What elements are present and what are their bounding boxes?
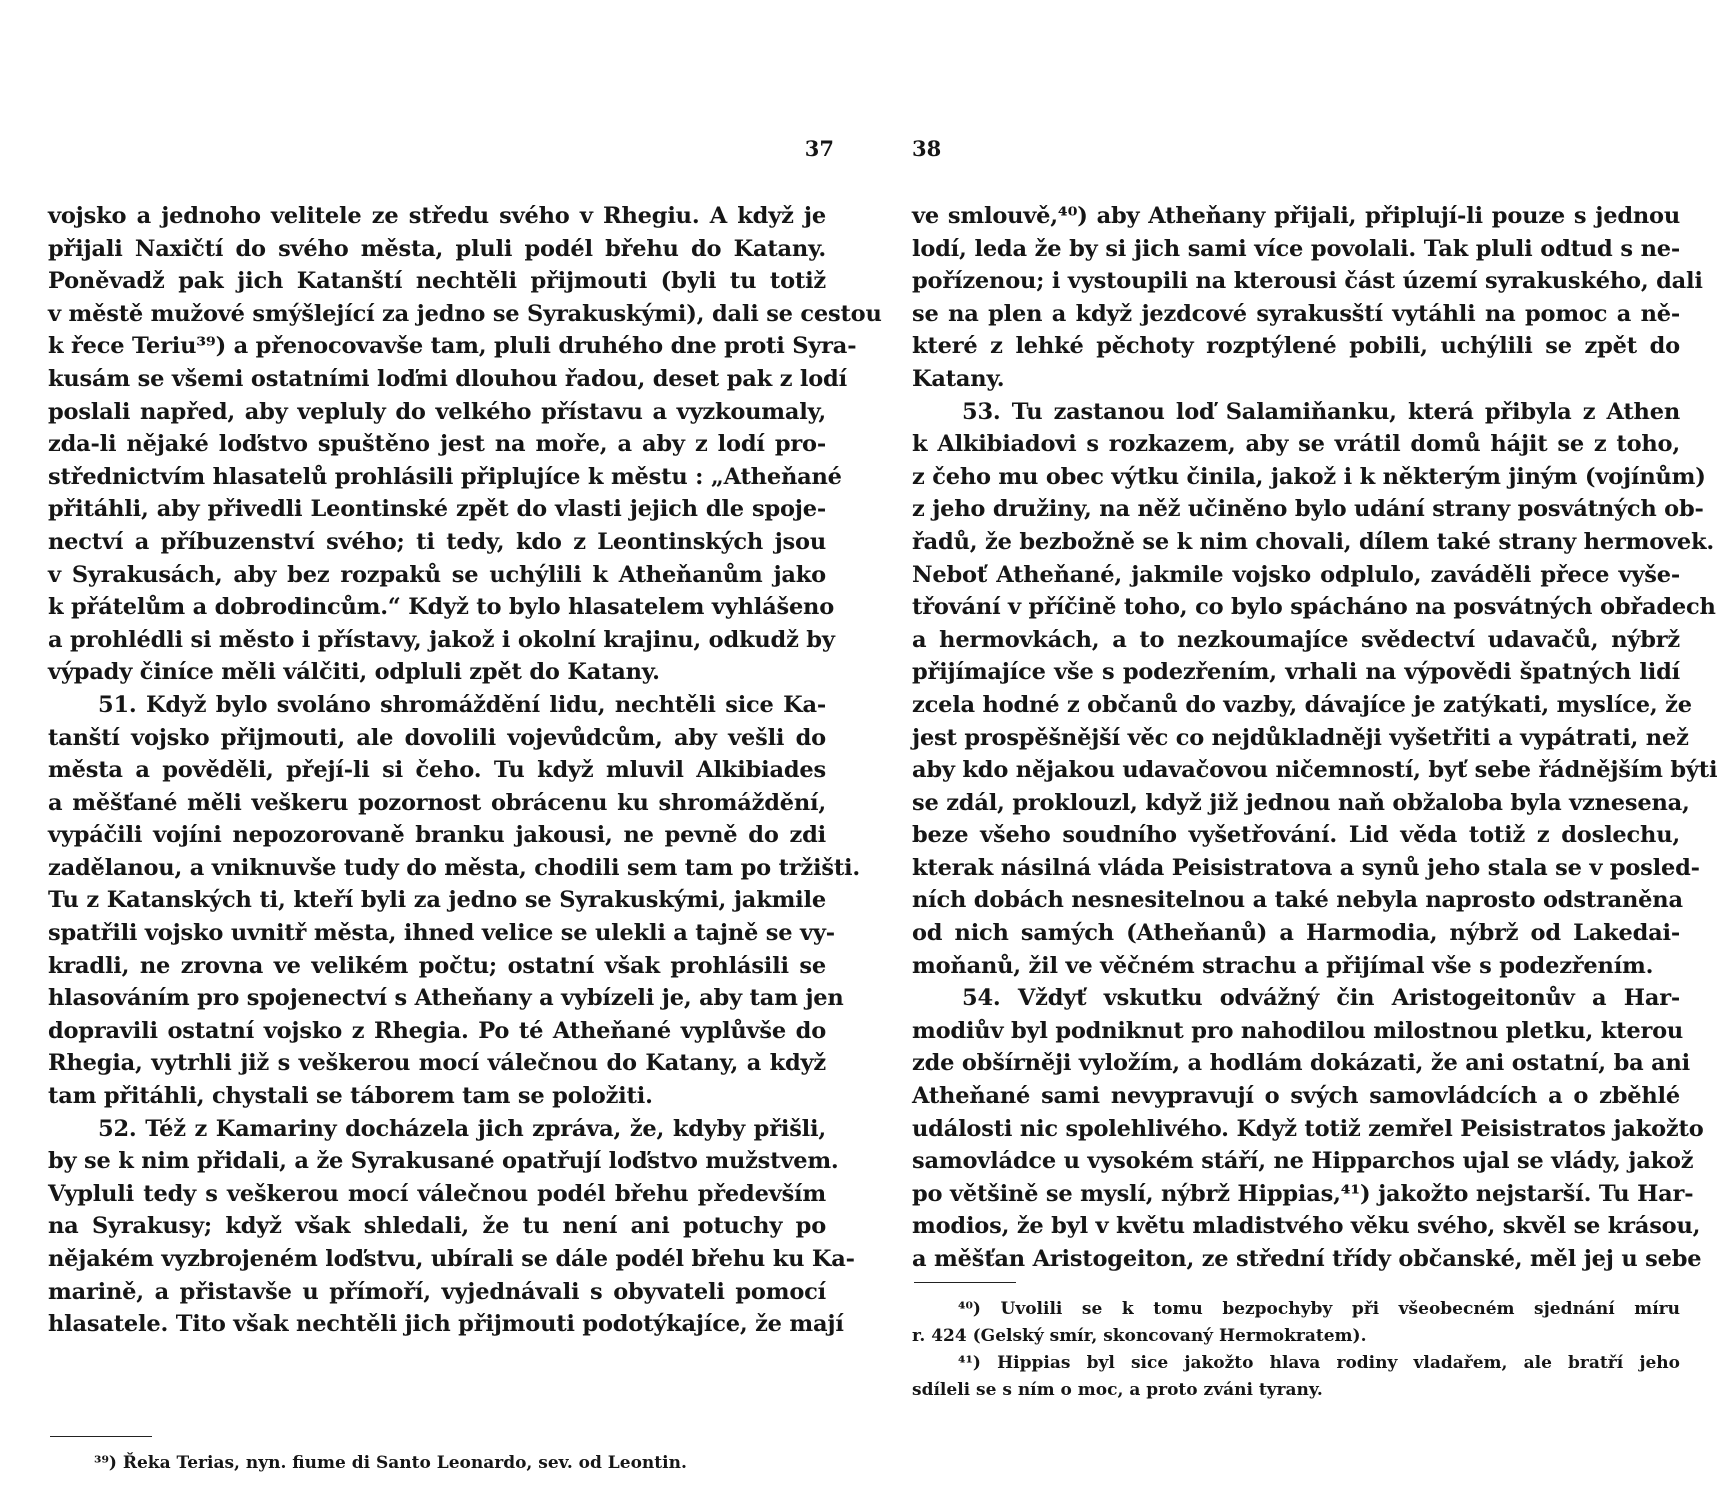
text-line: beze všeho soudního vyšetřování. Lid věda totiž z doslechu, — [912, 822, 1680, 849]
page-number: 37 — [804, 136, 834, 161]
text-line: nectví a příbuzenství svého; ti tedy, kdo z Leontinských jsou — [48, 528, 826, 555]
text-line: samovládce u vysokém stáří, ne Hipparchos ujal se vlády, jakož — [912, 1148, 1694, 1175]
text-line: lodí, leda že by si jich sami více povolali. Tak pluli odtud s ne- — [912, 235, 1680, 262]
text-line: k řece Teriu³⁹) a přenocovavše tam, pluli druhého dne proti Syra- — [48, 333, 857, 360]
text-line: marině, a přistavše u přímoří, vyjednávali s obyvateli pomocí — [48, 1278, 826, 1305]
text-line: střednictvím hlasatelů prohlásili připlujíce k městu : „Atheňané — [48, 463, 842, 490]
text-line: události nic spolehlivého. Když totiž zemřel Peisistratos jakožto — [912, 1115, 1704, 1142]
page-body — [912, 200, 1718, 1276]
text-line: kradli, ne zrovna ve velikém počtu; ostatní však prohlásili se — [48, 952, 826, 979]
text-line: se na plen a když jezdcové syrakusští vytáhli na pomoc a ně- — [912, 300, 1680, 327]
footnote-line: ³⁹) Řeka Terias, nyn. fiume di Santo Leonardo, sev. od Leontin. — [94, 1453, 687, 1473]
text-line: z jeho družiny, na něž učiněno bylo udání strany posvátných ob- — [912, 496, 1704, 523]
text-line: tanští vojsko přijmouti, ale dovolili vojevůdcům, aby vešli do — [48, 724, 826, 751]
text-line: na Syrakusy; když však shledali, že tu není ani potuchy po — [48, 1213, 826, 1240]
text-line: modiův byl podniknut pro nahodilou milostnou pletku, kterou — [912, 1017, 1684, 1044]
text-line: vojsko a jednoho velitele ze středu svého v Rhegiu. A když je — [48, 203, 826, 229]
text-line: 54. Vždyť vskutku odvážný čin Aristogeitonův a Har- — [962, 985, 1680, 1012]
text-line: Neboť Atheňané, jakmile vojsko odplulo, zaváděli přece vyše- — [912, 561, 1680, 588]
footnotes — [912, 1296, 1680, 1404]
text-line: a měšťané měli veškeru pozornost obrácenu ku shromáždění, — [48, 789, 826, 816]
text-line: přijali Naxičtí do svého města, pluli podél břehu do Katany. — [48, 235, 826, 262]
page-number: 38 — [912, 136, 942, 161]
text-line: Katany. — [912, 365, 1005, 392]
text-line: ve smlouvě,⁴⁰) aby Atheňany přijali, připlují-li pouze s jednou — [912, 203, 1680, 229]
text-line: vypáčili vojíni nepozorovaně branku jakousi, ne pevně do zdi — [48, 822, 826, 849]
text-line: ních dobách nesnesitelnou a také nebyla naprosto odstraněna — [912, 887, 1683, 914]
text-line: k přátelům a dobrodincům.“ Když to bylo hlasatelem vyhlášeno — [48, 594, 835, 621]
text-line: kterak násilná vláda Peisistratova a synů jeho stala se v posled- — [912, 854, 1700, 881]
footnote-rule — [50, 1436, 152, 1437]
footnote-line: ⁴¹) Hippias byl sice jakožto hlava rodiny vladařem, ale bratří jeho — [958, 1353, 1680, 1373]
text-line: Atheňané sami nevypravují o svých samovládcích a o zběhlé — [912, 1083, 1680, 1110]
text-line: tam přitáhli, chystali se táborem tam se položiti. — [48, 1083, 653, 1110]
footnote-line: r. 424 (Gelský smír, skoncovaný Hermokratem). — [912, 1326, 1367, 1346]
text-line: zcela hodné z občanů do vazby, dávajíce je zatýkati, myslíce, že — [912, 691, 1692, 718]
text-line: zadělanou, a vniknuvše tudy do města, chodili sem tam po tržišti. — [48, 854, 860, 881]
text-line: zde obšírněji vyložím, a hodlám dokázati, že ani ostatní, ba ani — [912, 1050, 1690, 1077]
text-line: města a pověděli, přejí-li si čeho. Tu když mluvil Alkibiades — [48, 757, 826, 784]
text-line: v Syrakusách, aby bez rozpaků se uchýlili k Atheňanům jako — [48, 561, 826, 588]
text-line: zda-li nějaké loďstvo spuštěno jest na moře, a aby z lodí pro- — [48, 431, 826, 458]
text-line: by se k nim přidali, a že Syrakusané opatřují loďstvo mužstvem. — [48, 1148, 839, 1175]
text-line: kusám se všemi ostatními loďmi dlouhou řadou, deset pak z lodí — [48, 365, 847, 392]
text-line: Rhegia, vytrhli již s veškerou mocí válečnou do Katany, a když — [48, 1050, 826, 1077]
footnote-rule — [914, 1282, 1016, 1283]
text-line: nějakém vyzbrojeném loďstvu, ubírali se dále podél břehu ku Ka- — [48, 1246, 855, 1272]
text-line: a měšťan Aristogeiton, ze střední třídy občanské, měl jej u sebe — [912, 1246, 1702, 1272]
text-line: moňanů, žil ve věčném strachu a přijímal vše s podezřením. — [912, 952, 1654, 979]
text-line: od nich samých (Atheňanů) a Harmodia, nýbrž od Lakedai- — [912, 920, 1680, 947]
footnote-line: ⁴⁰) Uvolili se k tomu bezpochyby při všeobecném sjednání míru — [958, 1299, 1680, 1319]
text-line: z čeho mu obec výtku činila, jakož i k některým jiným (vojínům) — [912, 463, 1706, 490]
text-line: spatřili vojsko uvnitř města, ihned velice se ulekli a tajně se vy- — [48, 920, 835, 947]
text-line: 51. Když bylo svoláno shromáždění lidu, nechtěli sice Ka- — [98, 691, 826, 718]
text-line: pořízenou; i vystoupili na kterousi část území syrakuského, dali — [912, 268, 1703, 295]
right-page — [912, 0, 1718, 1500]
text-line: Vypluli tedy s veškerou mocí válečnou podél břehu především — [48, 1180, 826, 1207]
text-line: v městě mužové smýšlející za jedno se Syrakuskými), dali se cestou — [48, 300, 882, 327]
text-line: poslali napřed, aby vepluly do velkého přístavu a vyzkoumaly, — [48, 398, 826, 425]
left-page — [48, 0, 882, 1500]
text-line: hlasováním pro spojenectví s Atheňany a vybízeli je, aby tam jen — [48, 985, 844, 1012]
text-line: které z lehké pěchoty rozptýlené pobili, uchýlili se zpět do — [912, 333, 1680, 360]
text-line: třování v příčině toho, co bylo spácháno na posvátných obřadech — [912, 594, 1716, 621]
text-line: k Alkibiadovi s rozkazem, aby se vrátil domů hájit se z toho, — [912, 431, 1680, 458]
footnote-line: sdíleli se s ním o moc, a proto zváni tyrany. — [912, 1380, 1323, 1400]
text-line: přitáhli, aby přivedli Leontinské zpět do vlasti jejich dle spoje- — [48, 496, 826, 523]
text-line: dopravili ostatní vojsko z Rhegia. Po té Atheňané vyplůvše do — [48, 1017, 826, 1044]
text-line: výpady činíce měli válčiti, odpluli zpět do Katany. — [48, 659, 660, 686]
text-line: Poněvadž pak jich Katanští nechtěli přijmouti (byli tu totiž — [48, 268, 826, 295]
text-line: 52. Též z Kamariny docházela jich zpráva, že, kdyby přišli, — [98, 1115, 826, 1142]
text-line: Tu z Katanských ti, kteří byli za jedno se Syrakuskými, jakmile — [48, 887, 826, 914]
text-line: po většině se myslí, nýbrž Hippias,⁴¹) jakožto nejstarší. Tu Har- — [912, 1180, 1694, 1207]
text-line: modios, že byl v květu mladistvého věku svého, skvěl se krásou, — [912, 1213, 1701, 1240]
text-line: řadů, že bezbožně se k nim chovali, dílem také strany hermovek. — [912, 528, 1715, 555]
page-body — [48, 200, 882, 1341]
text-line: 53. Tu zastanou loď Salamiňanku, která přibyla z Athen — [962, 398, 1680, 425]
text-line: se zdál, proklouzl, když již jednou naň obžaloba byla vznesena, — [912, 789, 1690, 816]
text-line: hlasatele. Tito však nechtěli jich přijmouti podotýkajíce, že mají — [48, 1311, 844, 1338]
text-line: a prohlédli si město i přístavy, jakož i okolní krajinu, odkudž by — [48, 626, 835, 653]
text-line: aby kdo nějakou udavačovou ničemností, byť sebe řádnějším býti — [912, 757, 1718, 784]
text-line: přijímajíce vše s podezřením, vrhali na výpovědi špatných lidí — [912, 659, 1680, 686]
footnotes — [48, 1450, 826, 1477]
text-line: jest prospěšnější věc co nejdůkladněji vyšetřiti a vypátrati, než — [912, 724, 1689, 751]
text-line: a hermovkách, a to nezkoumajíce svědectví udavačů, nýbrž — [912, 626, 1680, 653]
